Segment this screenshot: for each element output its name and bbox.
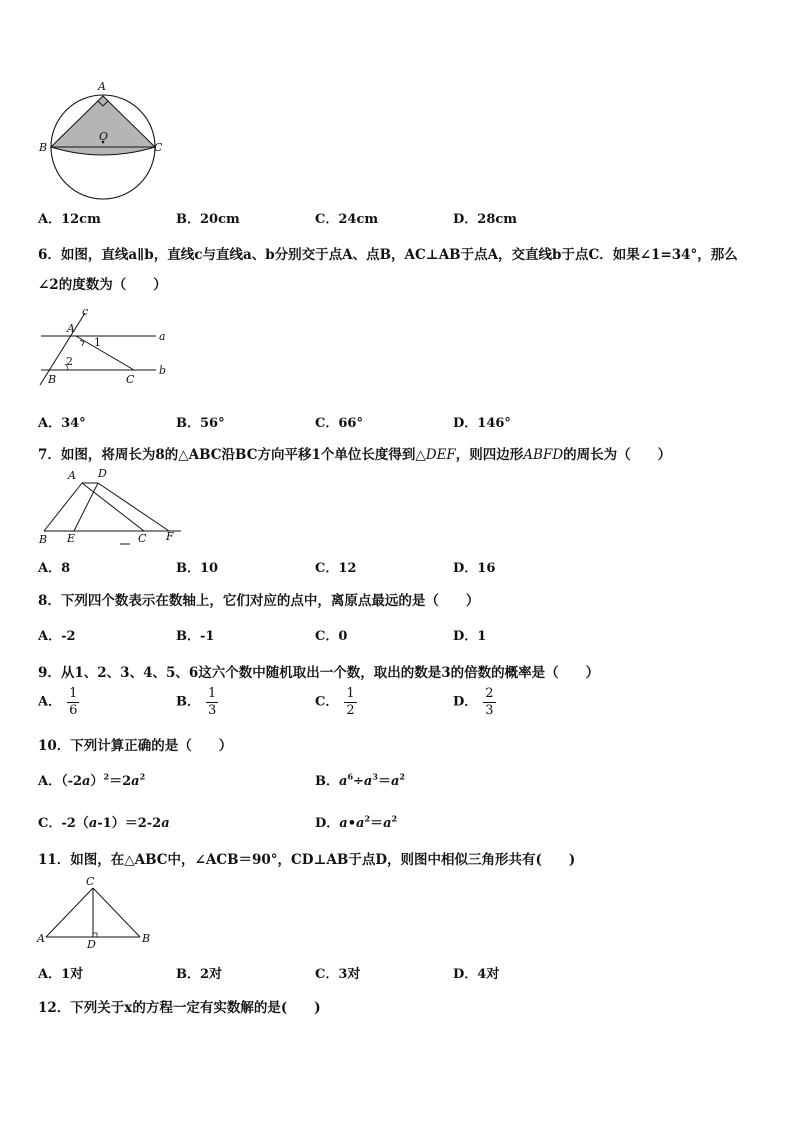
q11-label-C: C bbox=[86, 875, 95, 888]
q6-label-c: c bbox=[82, 306, 89, 318]
q5-option-b: B．20cm bbox=[176, 212, 240, 227]
q9-stem: 9．从1、2、3、4、5、6这六个数中随机取出一个数，取出的数是3的倍数的概率是（ ） bbox=[38, 665, 600, 681]
q11-option-a: A．1对 bbox=[38, 967, 84, 982]
q5-option-d: D．28cm bbox=[453, 212, 518, 227]
q6-label-A: A bbox=[67, 322, 75, 335]
q7-label-C: C bbox=[138, 532, 147, 545]
q8-option-a: A．-2 bbox=[38, 629, 76, 644]
q10-option-a: A．$(-2a)^2=2a^2$ bbox=[38, 771, 146, 789]
q6-parallel-lines-figure bbox=[38, 306, 178, 388]
q6-label-b: b bbox=[159, 364, 167, 377]
q6-option-c: C．66° bbox=[315, 416, 363, 431]
q7-label-A: A bbox=[68, 469, 76, 482]
q5-circle-figure bbox=[36, 78, 172, 200]
q6-option-a: A．34° bbox=[38, 416, 86, 431]
q5-label-C: C bbox=[154, 141, 163, 154]
q6-option-b: B．56° bbox=[176, 416, 225, 431]
q6-label-a: a bbox=[159, 330, 166, 343]
q7-translation-figure bbox=[36, 466, 186, 548]
q9-option-b: B． $\frac{1}{3}$ bbox=[176, 686, 217, 718]
q6-label-B: B bbox=[48, 373, 57, 386]
q7-label-B: B bbox=[39, 533, 48, 546]
q12-stem: 12．下列关于x的方程一定有实数解的是( ) bbox=[38, 1000, 321, 1016]
q8-option-b: B．-1 bbox=[176, 629, 215, 644]
q7-stem: 7．如图，将周长为8的△ABC沿BC方向平移1个单位长度得到△DEF，则四边形ABFD的周长为（ ） bbox=[38, 447, 672, 463]
q7-option-a: A．8 bbox=[38, 561, 71, 576]
q8-stem: 8．下列四个数表示在数轴上，它们对应的点中，离原点最远的是（ ） bbox=[38, 593, 480, 609]
q6-stem-line2: ∠2的度数为（ ） bbox=[38, 277, 167, 293]
q11-option-c: C．3对 bbox=[315, 967, 361, 982]
q10-stem: 10．下列计算正确的是（ ） bbox=[38, 738, 233, 754]
q8-option-d: D．1 bbox=[453, 629, 487, 644]
q10-option-c: C．-2（a-1）＝2-2a bbox=[38, 816, 170, 831]
q6-label-2: 2 bbox=[66, 355, 73, 368]
q7-label-F: F bbox=[166, 530, 174, 543]
q5-option-a: A．12cm bbox=[38, 212, 101, 227]
q7-label-D: D bbox=[98, 467, 107, 480]
q6-label-C: C bbox=[126, 373, 135, 386]
q9-fraction-d: $\frac{2}{3}$ bbox=[485, 686, 494, 718]
q11-label-D: D bbox=[87, 938, 96, 950]
q9-fraction-a: $\frac{1}{6}$ bbox=[69, 686, 78, 718]
q9-fraction-c: $\frac{1}{2}$ bbox=[346, 686, 355, 718]
q7-option-c: C．12 bbox=[315, 561, 357, 576]
q11-option-d: D．4对 bbox=[453, 967, 500, 982]
q7-option-b: B．10 bbox=[176, 561, 219, 576]
q9-option-a: A． $\frac{1}{6}$ bbox=[38, 686, 78, 718]
q7-option-d: D．16 bbox=[453, 561, 496, 576]
q5-label-A: A bbox=[98, 80, 106, 93]
q7-label-E: E bbox=[67, 532, 76, 545]
q5-label-O: O bbox=[99, 130, 109, 143]
q11-right-triangle-figure bbox=[36, 874, 156, 950]
q9-fraction-b: $\frac{1}{3}$ bbox=[208, 686, 217, 718]
q8-option-c: C．0 bbox=[315, 629, 348, 644]
q6-stem-line1: 6．如图，直线a∥b，直线c与直线a、b分别交于点A、点B，AC⊥AB于点A，交直线b于点C．如果∠1=34°，那么 bbox=[38, 247, 738, 263]
q11-option-b: B．2对 bbox=[176, 967, 223, 982]
q6-label-1: 1 bbox=[94, 336, 101, 349]
q11-stem: 11．如图，在△ABC中，∠ACB＝90°，CD⊥AB于点D，则图中相似三角形共有( ) bbox=[38, 852, 576, 868]
q11-label-A: A bbox=[37, 932, 45, 945]
q6-option-d: D．146° bbox=[453, 416, 511, 431]
q9-option-d: D． $\frac{2}{3}$ bbox=[453, 686, 494, 718]
q9-option-c: C． $\frac{1}{2}$ bbox=[315, 686, 355, 718]
q5-label-B: B bbox=[39, 141, 48, 154]
q10-option-b: B．$a^6\div a^3=a^2$ bbox=[315, 771, 405, 789]
q5-option-c: C．24cm bbox=[315, 212, 379, 227]
q10-option-d: D．$a•a^2=a^2$ bbox=[315, 813, 398, 831]
q11-label-B: B bbox=[142, 932, 151, 945]
